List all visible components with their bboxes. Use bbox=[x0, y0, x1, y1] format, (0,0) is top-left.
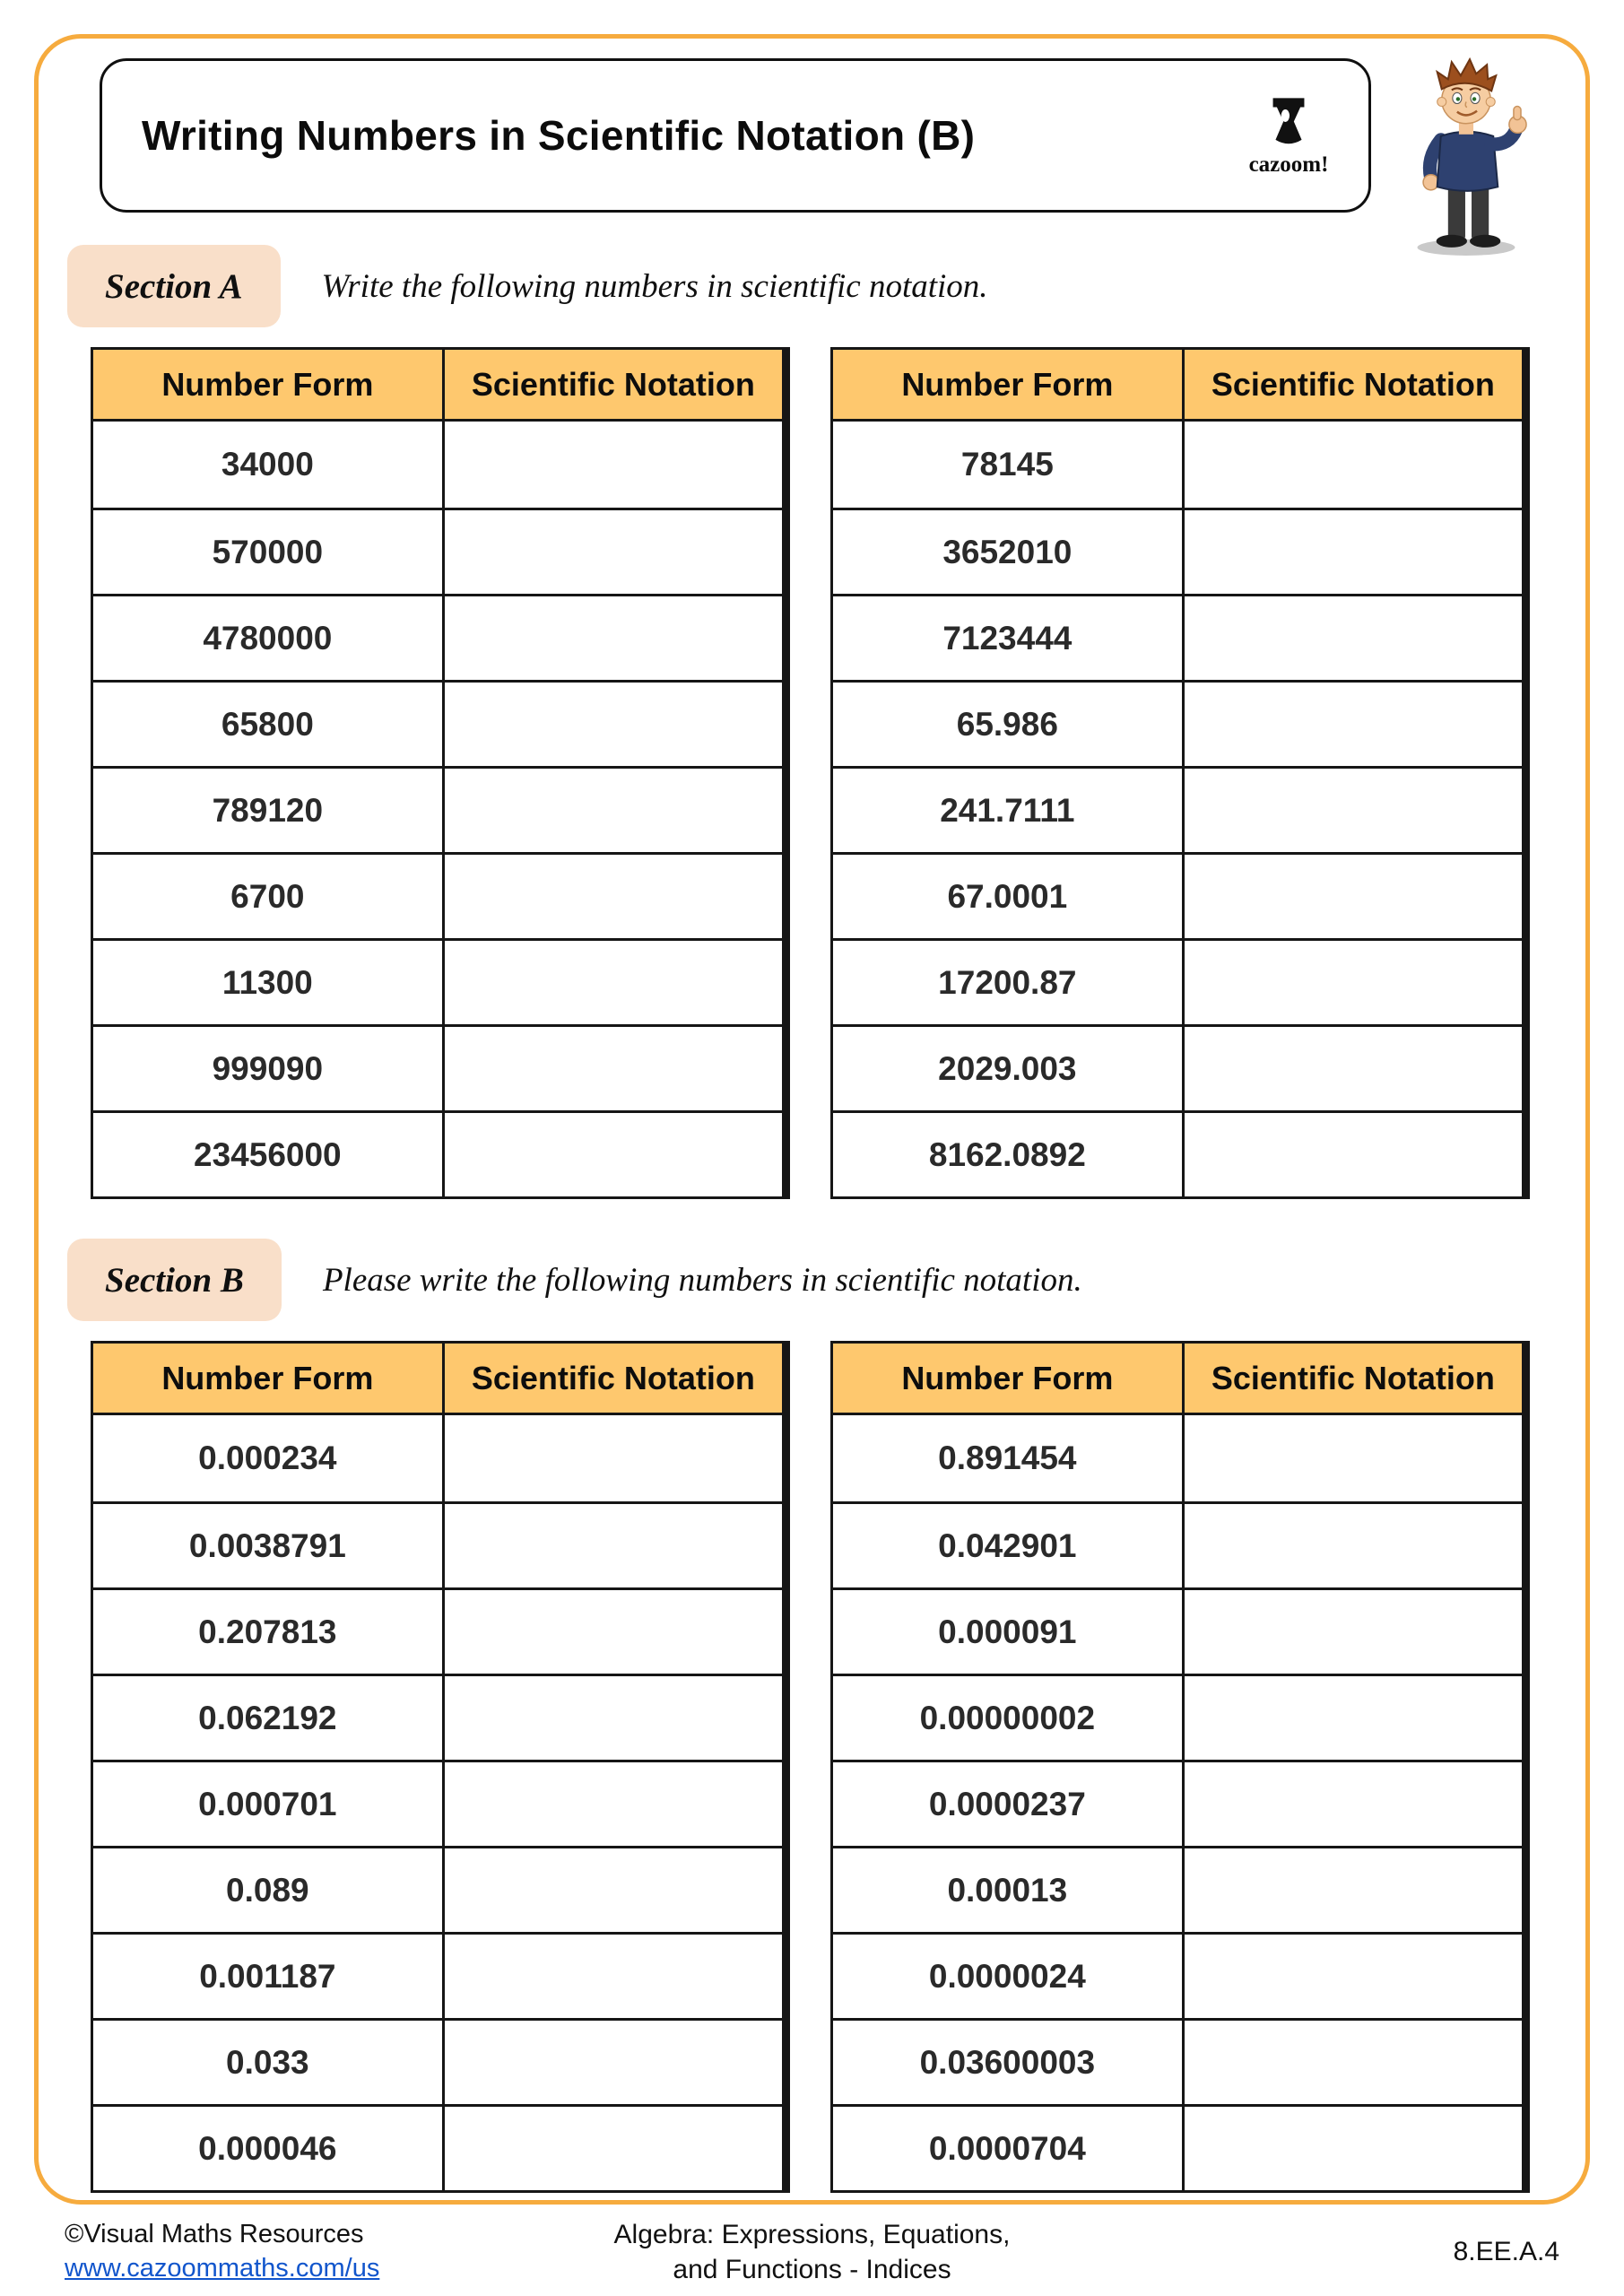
table-row bbox=[93, 766, 782, 852]
number-form-value: 17200.87 bbox=[833, 941, 1185, 1024]
cazoom-logo-text: cazoom! bbox=[1248, 152, 1329, 177]
number-form-value: 999090 bbox=[93, 1027, 445, 1110]
section-a-right-table bbox=[830, 347, 1530, 1199]
number-form-value: 789120 bbox=[93, 769, 445, 852]
table-row bbox=[833, 1501, 1522, 1587]
column-header-number-form: Number Form bbox=[93, 350, 445, 419]
scientific-notation-answer-cell[interactable] bbox=[445, 422, 782, 508]
number-form-value: 8162.0892 bbox=[833, 1113, 1185, 1196]
title-box bbox=[100, 58, 1371, 213]
table-row bbox=[833, 938, 1522, 1024]
student-character-illustration bbox=[1397, 49, 1541, 257]
scientific-notation-answer-cell[interactable] bbox=[445, 1848, 782, 1932]
website-link[interactable]: www.cazoommaths.com/us bbox=[65, 2254, 380, 2283]
table-row bbox=[833, 1932, 1522, 2018]
number-form-value: 3652010 bbox=[833, 510, 1185, 594]
section-b-header bbox=[91, 1239, 1533, 1321]
scientific-notation-answer-cell[interactable] bbox=[445, 1935, 782, 2018]
scientific-notation-answer-cell[interactable] bbox=[445, 596, 782, 680]
section-a-label: Section A bbox=[67, 245, 281, 327]
section-b-instruction: Please write the following numbers in scientific notation. bbox=[322, 1261, 1082, 1299]
table-row bbox=[93, 1110, 782, 1196]
scientific-notation-answer-cell[interactable] bbox=[445, 1590, 782, 1674]
scientific-notation-answer-cell[interactable] bbox=[1185, 1762, 1522, 1846]
number-form-value: 0.062192 bbox=[93, 1676, 445, 1760]
number-form-value: 0.000046 bbox=[93, 2107, 445, 2190]
number-form-value: 11300 bbox=[93, 941, 445, 1024]
number-form-value: 0.0000024 bbox=[833, 1935, 1185, 2018]
number-form-value: 65.986 bbox=[833, 683, 1185, 766]
table-row bbox=[93, 422, 782, 508]
subject-line-1: Algebra: Expressions, Equations, bbox=[613, 2220, 1011, 2249]
table-row bbox=[93, 1674, 782, 1760]
column-header-scientific-notation: Scientific Notation bbox=[471, 1359, 755, 1396]
number-form-value: 570000 bbox=[93, 510, 445, 594]
scientific-notation-answer-cell[interactable] bbox=[1185, 769, 1522, 852]
number-form-value: 65800 bbox=[93, 683, 445, 766]
footer-left bbox=[65, 2218, 379, 2285]
column-header-number-form: Number Form bbox=[93, 1344, 445, 1413]
cazoom-logo bbox=[1232, 94, 1345, 178]
page-footer bbox=[65, 2213, 1559, 2291]
scientific-notation-answer-cell[interactable] bbox=[1185, 1027, 1522, 1110]
number-form-value: 241.7111 bbox=[833, 769, 1185, 852]
number-form-value: 0.00013 bbox=[833, 1848, 1185, 1932]
scientific-notation-answer-cell[interactable] bbox=[1185, 1113, 1522, 1196]
footer-center bbox=[614, 2217, 1011, 2287]
number-form-value: 67.0001 bbox=[833, 855, 1185, 938]
column-header-scientific-notation: Scientific Notation bbox=[1211, 1359, 1495, 1396]
scientific-notation-answer-cell[interactable] bbox=[445, 1504, 782, 1587]
table-row bbox=[833, 680, 1522, 766]
copyright-text: ©Visual Maths Resources bbox=[65, 2220, 364, 2249]
table-row bbox=[833, 1110, 1522, 1196]
scientific-notation-answer-cell[interactable] bbox=[445, 1027, 782, 1110]
scientific-notation-answer-cell[interactable] bbox=[445, 769, 782, 852]
table-row bbox=[93, 680, 782, 766]
number-form-value: 7123444 bbox=[833, 596, 1185, 680]
number-form-value: 6700 bbox=[93, 855, 445, 938]
table-row bbox=[93, 1415, 782, 1501]
section-a-left-table bbox=[91, 347, 790, 1199]
column-header-number-form: Number Form bbox=[833, 1344, 1185, 1413]
number-form-value: 0.891454 bbox=[833, 1415, 1185, 1501]
table-header-row bbox=[93, 350, 782, 422]
worksheet-page-frame bbox=[34, 34, 1590, 2205]
scientific-notation-answer-cell[interactable] bbox=[445, 2107, 782, 2190]
scientific-notation-answer-cell[interactable] bbox=[445, 683, 782, 766]
table-row bbox=[833, 1674, 1522, 1760]
number-form-value: 34000 bbox=[93, 422, 445, 508]
table-row bbox=[833, 766, 1522, 852]
number-form-value: 0.000091 bbox=[833, 1590, 1185, 1674]
number-form-value: 0.000234 bbox=[93, 1415, 445, 1501]
cazoom-logo-icon bbox=[1260, 94, 1317, 152]
section-b-tables bbox=[91, 1341, 1533, 2193]
table-row bbox=[93, 938, 782, 1024]
scientific-notation-answer-cell[interactable] bbox=[1185, 596, 1522, 680]
number-form-value: 0.042901 bbox=[833, 1504, 1185, 1587]
table-header-row bbox=[833, 350, 1522, 422]
table-row bbox=[833, 594, 1522, 680]
subject-line-2: and Functions - Indices bbox=[673, 2255, 951, 2284]
scientific-notation-answer-cell[interactable] bbox=[1185, 1590, 1522, 1674]
header-row bbox=[91, 57, 1533, 220]
number-form-value: 4780000 bbox=[93, 596, 445, 680]
table-row bbox=[833, 1760, 1522, 1846]
number-form-value: 0.000701 bbox=[93, 1762, 445, 1846]
standard-code: 8.EE.A.4 bbox=[1453, 2237, 1559, 2266]
table-row bbox=[93, 594, 782, 680]
number-form-value: 0.0000237 bbox=[833, 1762, 1185, 1846]
scientific-notation-answer-cell[interactable] bbox=[445, 2021, 782, 2104]
page-title: Writing Numbers in Scientific Notation (B) bbox=[142, 112, 976, 159]
section-a-header bbox=[91, 245, 1533, 327]
scientific-notation-answer-cell[interactable] bbox=[1185, 422, 1522, 508]
table-row bbox=[93, 1501, 782, 1587]
table-row bbox=[93, 852, 782, 938]
scientific-notation-answer-cell[interactable] bbox=[1185, 2021, 1522, 2104]
table-row bbox=[833, 852, 1522, 938]
scientific-notation-answer-cell[interactable] bbox=[1185, 855, 1522, 938]
scientific-notation-answer-cell[interactable] bbox=[1185, 941, 1522, 1024]
table-row bbox=[833, 508, 1522, 594]
number-form-value: 0.03600003 bbox=[833, 2021, 1185, 2104]
table-header-row bbox=[833, 1344, 1522, 1415]
table-row bbox=[93, 508, 782, 594]
table-row bbox=[833, 422, 1522, 508]
section-a-instruction: Write the following numbers in scientific notation. bbox=[321, 267, 988, 305]
table-row bbox=[833, 1587, 1522, 1674]
scientific-notation-answer-cell[interactable] bbox=[1185, 683, 1522, 766]
table-row bbox=[833, 1024, 1522, 1110]
table-row bbox=[833, 2104, 1522, 2190]
table-row bbox=[93, 1932, 782, 2018]
number-form-value: 2029.003 bbox=[833, 1027, 1185, 1110]
table-body bbox=[833, 422, 1522, 1196]
table-header-row bbox=[93, 1344, 782, 1415]
number-form-value: 0.0038791 bbox=[93, 1504, 445, 1587]
scientific-notation-answer-cell[interactable] bbox=[445, 510, 782, 594]
table-body bbox=[93, 1415, 782, 2190]
scientific-notation-answer-cell[interactable] bbox=[445, 1762, 782, 1846]
scientific-notation-answer-cell[interactable] bbox=[445, 1113, 782, 1196]
number-form-value: 0.089 bbox=[93, 1848, 445, 1932]
table-row bbox=[93, 2018, 782, 2104]
table-row bbox=[833, 1846, 1522, 1932]
number-form-value: 0.001187 bbox=[93, 1935, 445, 2018]
table-row bbox=[833, 2018, 1522, 2104]
scientific-notation-answer-cell[interactable] bbox=[445, 1415, 782, 1501]
section-b-right-table bbox=[830, 1341, 1530, 2193]
table-row bbox=[93, 1587, 782, 1674]
section-b-label: Section B bbox=[67, 1239, 282, 1321]
scientific-notation-answer-cell[interactable] bbox=[1185, 1848, 1522, 1932]
scientific-notation-answer-cell[interactable] bbox=[1185, 1504, 1522, 1587]
scientific-notation-answer-cell[interactable] bbox=[1185, 1935, 1522, 2018]
scientific-notation-answer-cell[interactable] bbox=[445, 855, 782, 938]
scientific-notation-answer-cell[interactable] bbox=[1185, 510, 1522, 594]
scientific-notation-answer-cell[interactable] bbox=[1185, 2107, 1522, 2190]
number-form-value: 0.00000002 bbox=[833, 1676, 1185, 1760]
number-form-value: 78145 bbox=[833, 422, 1185, 508]
section-a-tables bbox=[91, 347, 1533, 1199]
table-row bbox=[833, 1415, 1522, 1501]
number-form-value: 0.033 bbox=[93, 2021, 445, 2104]
column-header-number-form: Number Form bbox=[833, 350, 1185, 419]
table-row bbox=[93, 2104, 782, 2190]
column-header-scientific-notation: Scientific Notation bbox=[471, 365, 755, 403]
scientific-notation-answer-cell[interactable] bbox=[445, 1676, 782, 1760]
table-row bbox=[93, 1846, 782, 1932]
table-row bbox=[93, 1760, 782, 1846]
number-form-value: 23456000 bbox=[93, 1113, 445, 1196]
scientific-notation-answer-cell[interactable] bbox=[445, 941, 782, 1024]
number-form-value: 0.0000704 bbox=[833, 2107, 1185, 2190]
section-b-left-table bbox=[91, 1341, 790, 2193]
number-form-value: 0.207813 bbox=[93, 1590, 445, 1674]
column-header-scientific-notation: Scientific Notation bbox=[1211, 365, 1495, 403]
table-body bbox=[833, 1415, 1522, 2190]
scientific-notation-answer-cell[interactable] bbox=[1185, 1415, 1522, 1501]
table-body bbox=[93, 422, 782, 1196]
scientific-notation-answer-cell[interactable] bbox=[1185, 1676, 1522, 1760]
table-row bbox=[93, 1024, 782, 1110]
